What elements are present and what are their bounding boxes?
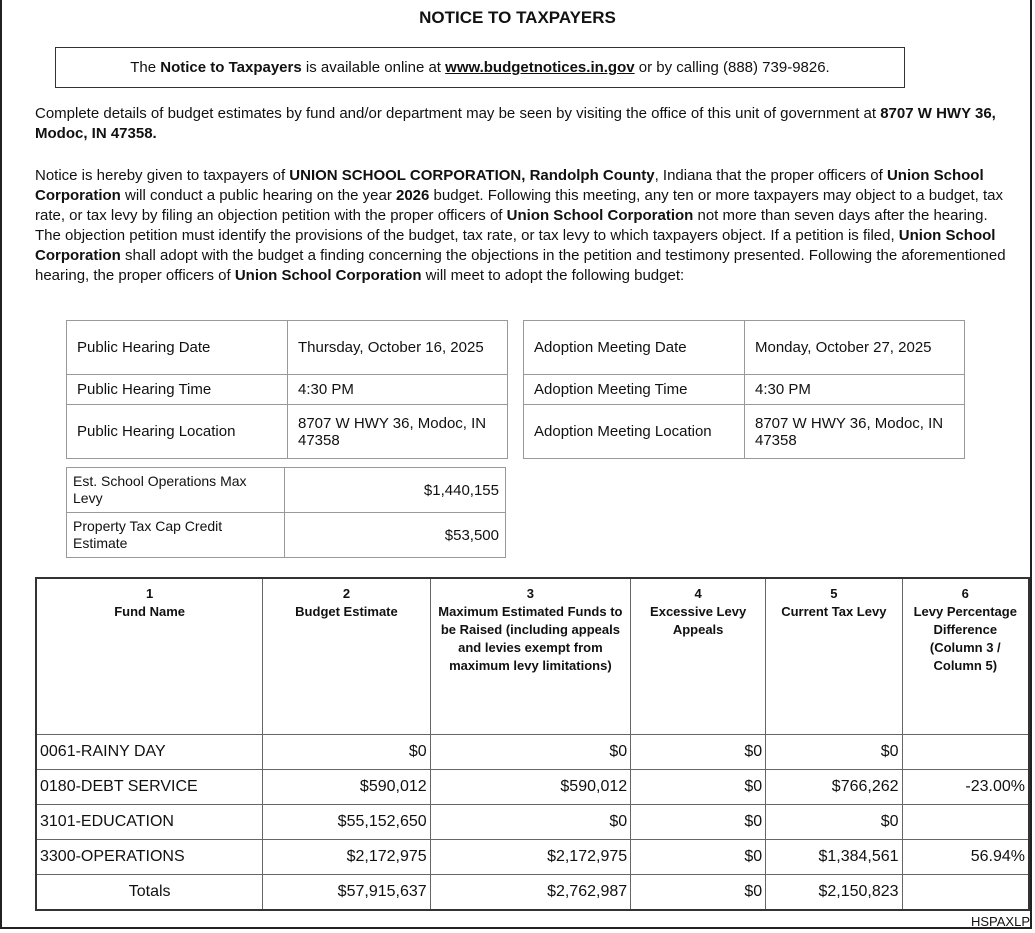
label: Public Hearing Location	[67, 405, 288, 459]
fund-name: 3300-OPERATIONS	[36, 840, 263, 875]
fund-name: 0061-RAINY DAY	[36, 735, 263, 770]
cell-value: $2,150,823	[766, 875, 902, 911]
fund-name: 0180-DEBT SERVICE	[36, 770, 263, 805]
label: Adoption Meeting Location	[524, 405, 745, 459]
label: Est. School Operations Max Levy	[67, 468, 285, 513]
text-segment: will meet to adopt the following budget:	[421, 267, 685, 284]
cell-value: $55,152,650	[263, 805, 430, 840]
adoption-row	[524, 405, 965, 459]
column-label: Current Tax Levy	[781, 604, 887, 619]
details-text: Complete details of budget estimates by fund and/or department may be seen by visiting the office of this unit of government at	[35, 105, 881, 122]
cell-value: $2,762,987	[430, 875, 630, 911]
cell-value: $590,012	[430, 770, 630, 805]
fund-name: 3101-EDUCATION	[36, 805, 263, 840]
hearing-table	[66, 320, 508, 459]
cell-value: $0	[766, 805, 902, 840]
page-title: NOTICE TO TAXPAYERS	[419, 8, 616, 27]
label: Property Tax Cap Credit Estimate	[67, 513, 285, 558]
column-number: 2	[342, 586, 351, 601]
cell-value: $0	[631, 805, 766, 840]
levy-row	[67, 513, 506, 558]
hearing-row	[67, 405, 508, 459]
cell-value: $1,384,561	[766, 840, 902, 875]
adoption-row	[524, 375, 965, 405]
online-notice-pre: The	[130, 59, 161, 76]
bold-segment: 2026	[396, 187, 430, 204]
column-header	[36, 578, 263, 735]
bold-segment: Union School Corporation	[506, 207, 694, 224]
online-notice-box	[55, 47, 905, 88]
value: 4:30 PM	[745, 375, 965, 405]
text-segment: shall adopt with the budget a finding concerning the objections in the petition and testimony presented. Following the aforementioned hearing, the proper officers of	[35, 247, 1006, 284]
adoption-table	[523, 320, 965, 459]
cell-value: $0	[766, 735, 902, 770]
value: 8707 W HWY 36, Modoc, IN 47358	[745, 405, 965, 459]
column-number: 4	[694, 586, 702, 601]
hearing-row	[67, 321, 508, 375]
label: Public Hearing Date	[67, 321, 288, 375]
column-number: 1	[146, 586, 154, 601]
cell-value: $2,172,975	[263, 840, 430, 875]
cell-value	[902, 735, 1029, 770]
levy-row	[67, 468, 506, 513]
online-notice-mid: is available online at	[301, 59, 446, 76]
cell-value: $57,915,637	[263, 875, 430, 911]
cell-value: $0	[263, 735, 430, 770]
cell-value: 56.94%	[902, 840, 1029, 875]
notice-paragraph	[35, 166, 1010, 286]
column-header	[430, 578, 630, 735]
label: Adoption Meeting Date	[524, 321, 745, 375]
value: $53,500	[285, 513, 506, 558]
header-row	[36, 578, 1029, 735]
cell-value: $0	[631, 875, 766, 911]
hearing-row	[67, 375, 508, 405]
text-segment: Notice is hereby given to taxpayers of	[35, 167, 290, 184]
value: $1,440,155	[285, 468, 506, 513]
table-row	[36, 770, 1029, 805]
column-label: Budget Estimate	[295, 604, 398, 619]
value: 8707 W HWY 36, Modoc, IN 47358	[288, 405, 508, 459]
column-label: Levy Percentage Difference (Column 3 / Column 5)	[913, 604, 1017, 673]
column-header	[902, 578, 1029, 735]
column-header	[631, 578, 766, 735]
cell-value: $0	[430, 805, 630, 840]
cell-value: -23.00%	[902, 770, 1029, 805]
column-label: Fund Name	[114, 604, 186, 619]
table-row	[36, 805, 1029, 840]
online-notice-post: or by calling (888) 739-9826.	[634, 59, 830, 76]
budget-notices-link[interactable]: www.budgetnotices.in.gov	[445, 59, 635, 76]
form-code: HSPAXLP	[970, 914, 1030, 929]
bold-segment: UNION SCHOOL CORPORATION, Randolph County	[289, 167, 655, 184]
cell-value: $766,262	[766, 770, 902, 805]
column-number: 5	[830, 586, 838, 601]
text-segment: budget. Following this meeting, any ten or more taxpayers may object to a budget, tax rate, or tax levy by filing an objection petition with the proper officers of	[35, 187, 1004, 224]
column-header	[263, 578, 430, 735]
cell-value: $0	[631, 770, 766, 805]
column-number: 3	[526, 586, 535, 601]
cell-value: $2,172,975	[430, 840, 630, 875]
budget-table	[35, 577, 1030, 911]
label: Public Hearing Time	[67, 375, 288, 405]
value: Thursday, October 16, 2025	[288, 321, 508, 375]
online-notice-bold: Notice to Taxpayers	[160, 59, 302, 76]
details-paragraph	[35, 104, 1010, 144]
bold-segment: Union School Corporation	[35, 167, 984, 204]
cell-value: $0	[430, 735, 630, 770]
office-address: 8707 W HWY 36, Modoc, IN 47358.	[35, 105, 996, 142]
bold-segment: Union School Corporation	[234, 267, 422, 284]
column-header	[766, 578, 902, 735]
adoption-row	[524, 321, 965, 375]
text-segment: not more than seven days after the hearing. The objection petition must identify the provisions of the budget, tax rate, or tax levy to which taxpayers object. If a petition is filed,	[35, 207, 988, 244]
totals-row	[36, 875, 1029, 911]
column-number: 6	[961, 586, 969, 601]
text-segment: will conduct a public hearing on the year	[120, 187, 396, 204]
levy-table	[66, 467, 506, 558]
column-label: Maximum Estimated Funds to be Raised (including appeals and levies exempt from maximum levy limitations)	[438, 604, 623, 673]
column-label: Excessive Levy Appeals	[650, 604, 747, 637]
cell-value: $0	[631, 840, 766, 875]
label: Adoption Meeting Time	[524, 375, 745, 405]
cell-value: $590,012	[263, 770, 430, 805]
value: Monday, October 27, 2025	[745, 321, 965, 375]
table-row	[36, 735, 1029, 770]
cell-value: $0	[631, 735, 766, 770]
text-segment: , Indiana that the proper officers of	[654, 167, 887, 184]
table-row	[36, 840, 1029, 875]
bold-segment: Union School Corporation	[35, 227, 996, 264]
value: 4:30 PM	[288, 375, 508, 405]
cell-value	[902, 875, 1029, 911]
cell-value	[902, 805, 1029, 840]
fund-name: Totals	[36, 875, 263, 911]
